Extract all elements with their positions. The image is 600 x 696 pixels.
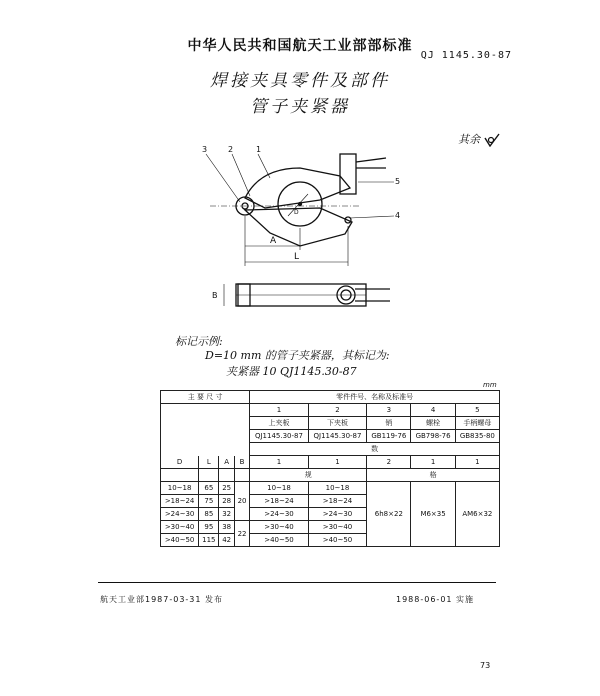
callout-4: 4 <box>395 211 401 220</box>
example-marking: 夹紧器 10 QJ1145.30-87 <box>226 365 357 378</box>
footer-rule <box>98 582 496 583</box>
roughness-symbol-icon <box>484 133 500 147</box>
callout-5: 5 <box>395 177 401 186</box>
dim-L: L <box>294 252 300 262</box>
table-unit: mm <box>483 381 497 389</box>
col-D: D <box>161 456 199 469</box>
callout-1: 1 <box>256 145 262 154</box>
clamp-drawing <box>190 138 430 328</box>
col-B: B <box>234 456 249 469</box>
standard-number: QJ 1145.30-87 <box>420 50 512 61</box>
issue-date: 航天工业部1987-03-31 发布 <box>100 595 224 604</box>
col-A: A <box>219 456 234 469</box>
callout-3: 3 <box>202 145 208 154</box>
issuing-org: 中华人民共和国航天工业部部标准 <box>187 38 413 54</box>
main-dims-header: 主 要 尺 寸 <box>161 391 250 404</box>
table-row: >30~40 95 38 22 >30~40 >30~40 <box>161 521 500 534</box>
table-row: >18~24 75 28 >18~24 >18~24 <box>161 495 500 508</box>
page-number: 73 <box>480 661 491 670</box>
dim-D: D <box>294 209 299 216</box>
title-line-2: 管子夹紧器 <box>250 97 350 117</box>
table-row: 10~18 65 25 20 10~18 10~18 6h8×22 M6×35 AM6×32 <box>161 482 500 495</box>
dim-A: A <box>270 236 277 246</box>
example-description: D=10 mm 的管子夹紧器，其标记为: <box>205 349 390 362</box>
roughness-label: 其余 <box>458 133 480 146</box>
callout-2: 2 <box>228 145 234 154</box>
example-heading: 标记示例: <box>175 335 223 348</box>
roughness-note <box>458 131 500 147</box>
table-row: >40~50 115 42 >40~50 >40~50 <box>161 534 500 547</box>
effective-date: 1988-06-01 实施 <box>396 595 475 604</box>
parts-header: 零件件号、名称及标准号 <box>250 391 500 404</box>
table-row: >24~30 85 32 >24~30 >24~30 <box>161 508 500 521</box>
dim-B: B <box>212 291 218 300</box>
dimensions-table: 主 要 尺 寸 零件件号、名称及标准号 1 2 3 4 5 上夹板 下夹板 销 螺栓 手柄螺母 QJ1145.30-87 QJ1145.30-87 GB119-76 GB798-76 GB835-80 数 D L A B 1 1 2 1 1 规 格 10~18 65 25 20 10~18 10~18 6h8×22 M6×35 AM6×32 >18~24 75 28 >18~24 >18~24 >24~30 85 32 >24~30 >24~30 >30~40 95 38 22 >30~40 >30~40 >40~50 115 42 >40~50 >40~50 <box>160 390 500 547</box>
col-L: L <box>199 456 219 469</box>
title-line-1: 焊接夹具零件及部件 <box>210 71 390 91</box>
